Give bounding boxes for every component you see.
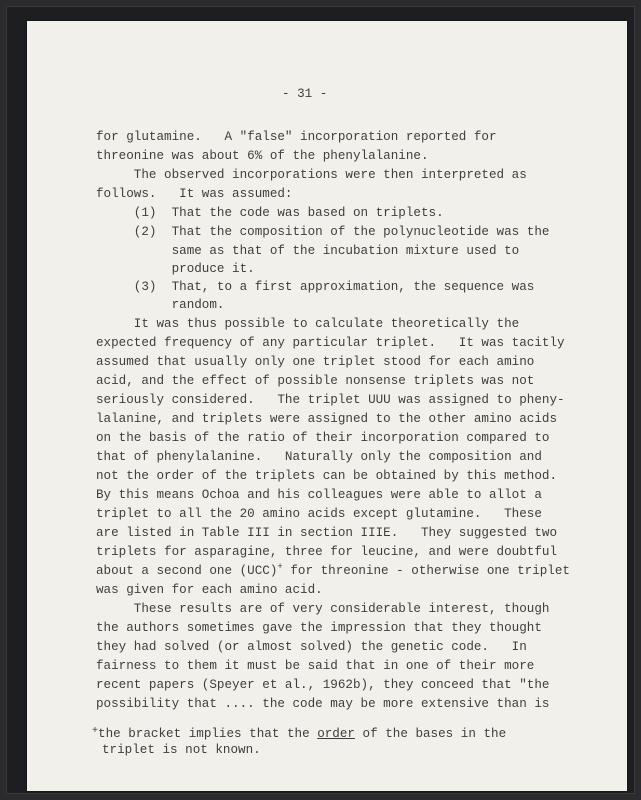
text-line: was given for each amino acid. [96,583,323,597]
text-line-ucc [96,563,570,580]
ucc-text: about a second one (UCC) [96,564,278,578]
footnote-underlined-word: order [317,727,355,741]
text-line: assumed that usually only one triplet stood for each amino [96,355,535,369]
text-line: recent papers (Speyer et al., 1962b), they conceed that "the [96,678,550,692]
text-line: follows. It was assumed: [96,187,293,201]
footnote-marker: + [92,726,99,737]
dagger-marker: + [277,562,283,572]
text-line: for glutamine. A "false" incorporation reported for [96,130,497,144]
text-line: lalanine, and triplets were assigned to the other amino acids [96,412,558,426]
text-line: triplet to all the 20 amino acids except glutamine. These [96,507,542,521]
footnote-text-after: of the bases in the [354,727,507,741]
page-number: - 31 - [282,87,328,101]
text-line: (1) That the code was based on triplets. [96,206,444,220]
text-line: triplets for asparagine, three for leucine, and were doubtful [96,545,558,559]
text-line: These results are of very considerable interest, though [96,602,550,616]
text-line: on the basis of the ratio of their incorporation compared to [96,431,550,445]
text-line: produce it. [96,262,255,276]
text-line: random. [96,298,225,312]
ucc-text-rest: for threonine - otherwise one triplet [282,564,570,578]
text-line: fairness to them it must be said that in one of their more [96,659,535,673]
text-line: threonine was about 6% of the phenylalanine. [96,149,429,163]
text-line: not the order of the triplets can be obtained by this method. [96,469,558,483]
footnote-line-2: triplet is not known. [102,743,261,757]
text-line: the authors sometimes gave the impression that they thought [96,621,542,635]
text-line: By this means Ochoa and his colleagues were able to allot a [96,488,542,502]
text-line: same as that of the incubation mixture used to [96,244,520,258]
text-line: The observed incorporations were then interpreted as [96,168,527,182]
text-line: acid, and the effect of possible nonsense triplets was not [96,374,535,388]
text-line: that of phenylalanine. Naturally only the composition and [96,450,542,464]
text-line: they had solved (or almost solved) the genetic code. In [96,640,527,654]
text-line: seriously considered. The triplet UUU was assigned to pheny- [96,393,565,407]
text-line: expected frequency of any particular triplet. It was tacitly [96,336,565,350]
text-line: (2) That the composition of the polynucleotide was the [96,225,550,239]
text-line: are listed in Table III in section IIIE. They suggested two [96,526,558,540]
text-line: possibility that .... the code may be more extensive than is [96,697,550,711]
text-line: (3) That, to a first approximation, the sequence was [96,280,535,294]
text-line: It was thus possible to calculate theoretically the [96,317,520,331]
footnote-text-before: the bracket implies that the [98,727,318,741]
